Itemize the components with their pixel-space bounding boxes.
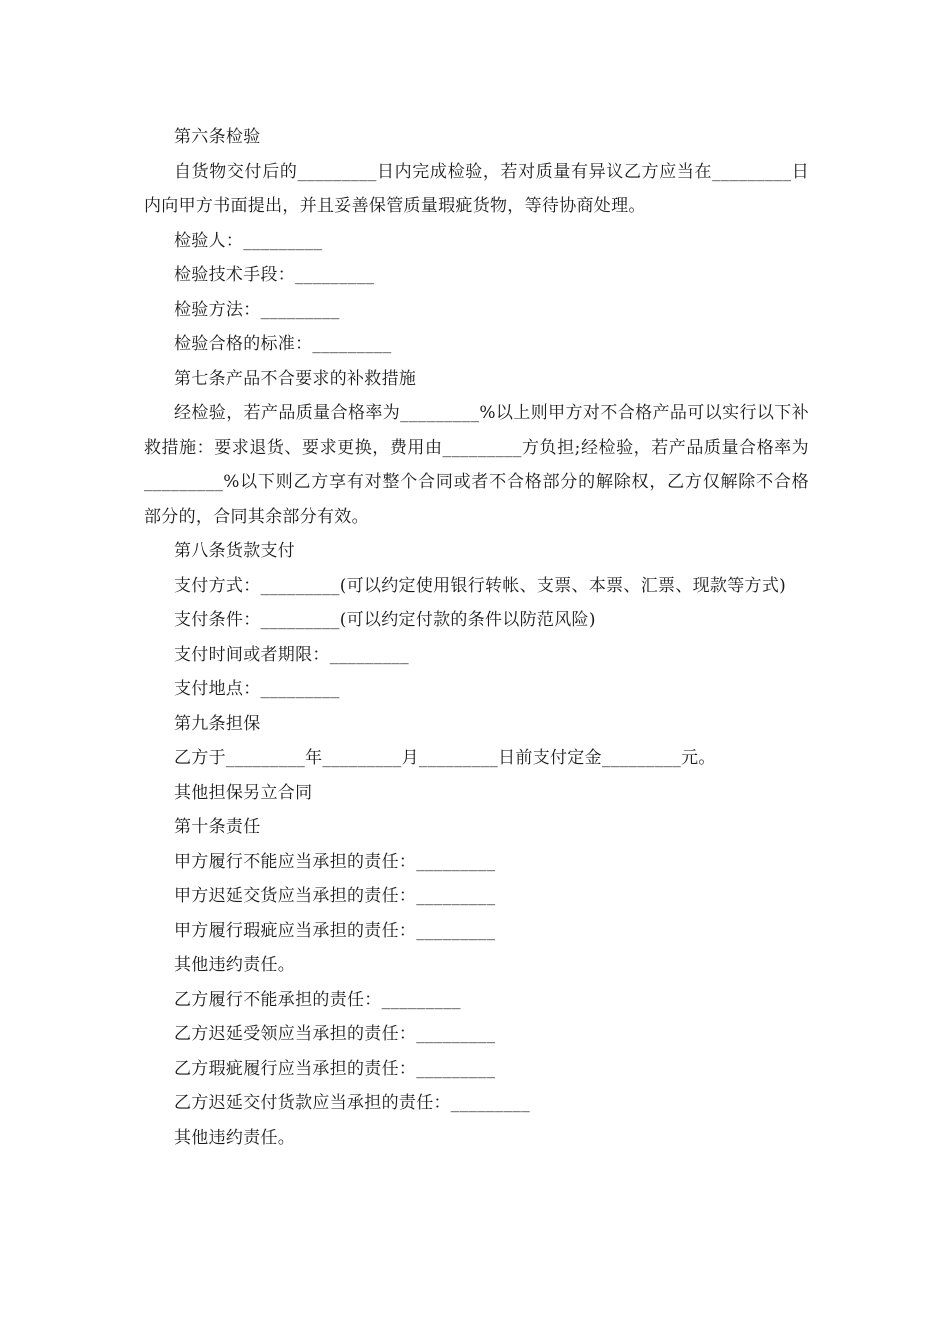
- article-10-heading: 第十条责任: [174, 817, 261, 837]
- other-guarantee-line: 其他担保另立合同: [174, 782, 313, 803]
- party-b-other-liability: 其他违约责任。: [174, 1127, 296, 1148]
- inspection-standard-field: 检验合格的标准：_________: [174, 334, 392, 354]
- inspection-method-field: 检验方法：_________: [174, 299, 340, 320]
- payment-time-field: 支付时间或者期限：_________: [174, 644, 409, 665]
- party-b-defect-field: 乙方瑕疵履行应当承担的责任：_________: [174, 1058, 496, 1079]
- party-a-other-liability: 其他违约责任。: [174, 955, 296, 975]
- payment-condition-field: 支付条件：_________(可以约定付款的条件以防范风险): [174, 610, 596, 630]
- inspection-period-paragraph: 自货物交付后的_________日内完成检验，若对质量有异议乙方应当在_________日内向甲方书面提出，并且妥善保管质量瑕疵货物，等待协商处理。: [144, 161, 809, 216]
- party-b-nonperformance-field: 乙方履行不能承担的责任：_________: [174, 989, 461, 1010]
- inspection-technique-field: 检验技术手段：_________: [174, 265, 375, 285]
- inspector-field: 检验人：_________: [174, 230, 323, 251]
- document-body: [144, 120, 809, 1155]
- party-a-defect-field: 甲方履行瑕疵应当承担的责任：_________: [174, 920, 496, 941]
- party-a-nonperformance-field: 甲方履行不能应当承担的责任：_________: [174, 851, 496, 872]
- article-6-heading: 第六条检验: [174, 127, 261, 147]
- article-7-heading: 第七条产品不合要求的补救措施: [174, 368, 417, 389]
- payment-place-field: 支付地点：_________: [174, 679, 340, 699]
- payment-method-field: 支付方式：_________(可以约定使用银行转帐、支票、本票、汇票、现款等方式): [174, 575, 787, 596]
- remedy-paragraph: 经检验，若产品质量合格率为_________%以上则甲方对不合格产品可以实行以下补救措施：要求退货、要求更换，费用由_________方负担;经检验，若产品质量合格率为_________%以下则乙方享有对整个合同或者不合格部分的解除权，乙方仅解除不合格部分的，合同其余部分有效。: [144, 403, 809, 527]
- party-b-payment-delay-field: 乙方迟延交付货款应当承担的责任：_________: [174, 1093, 530, 1113]
- deposit-line: 乙方于_________年_________月_________日前支付定金_________元。: [174, 748, 716, 768]
- party-a-delay-field: 甲方迟延交货应当承担的责任：_________: [174, 886, 496, 906]
- party-b-delay-acceptance-field: 乙方迟延受领应当承担的责任：_________: [174, 1024, 496, 1044]
- article-9-heading: 第九条担保: [174, 713, 261, 734]
- article-8-heading: 第八条货款支付: [174, 541, 296, 561]
